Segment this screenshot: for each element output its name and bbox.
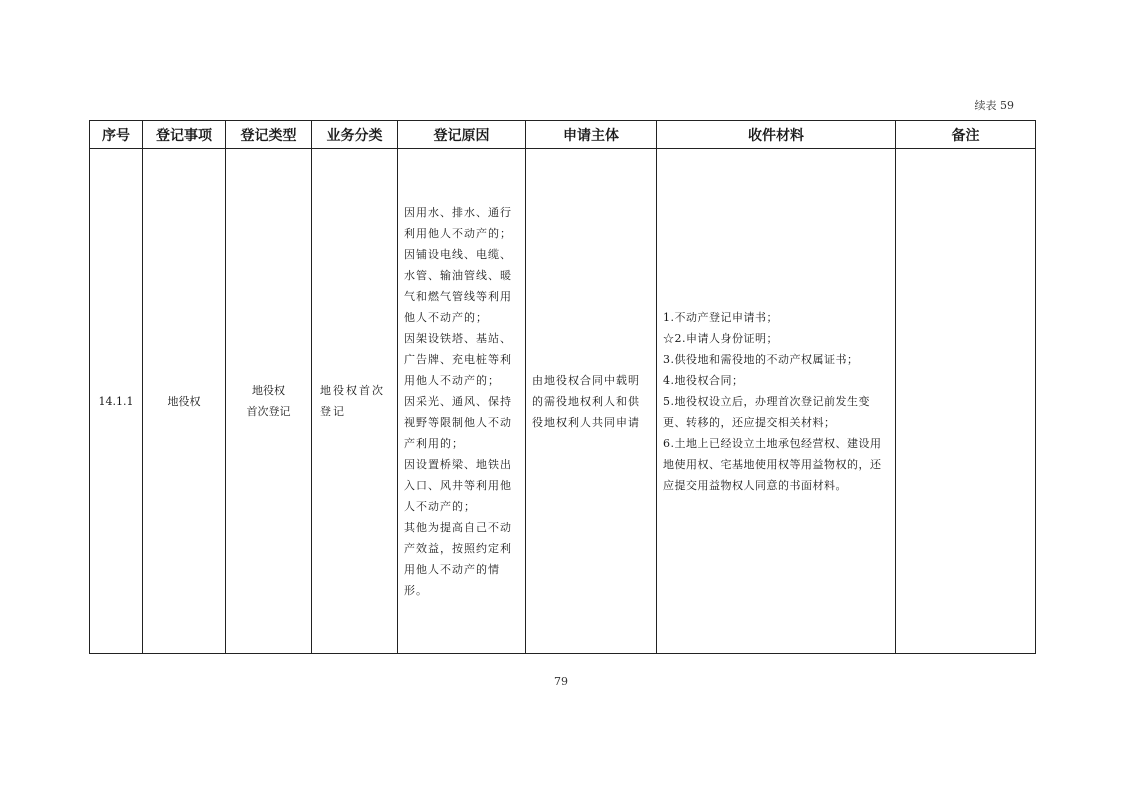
header-seq: 序号: [90, 121, 143, 149]
cell-seq: 14.1.1: [90, 149, 143, 654]
type-line-2: 首次登记: [246, 405, 291, 418]
header-item: 登记事项: [143, 121, 226, 149]
reason-item: 因采光、通风、保持视野等限制他人不动产利用的；: [404, 394, 512, 450]
cell-reason: [398, 149, 526, 654]
page-number: 79: [554, 675, 568, 688]
reason-item: 因设置桥梁、地铁出入口、风井等利用他人不动产的；: [404, 457, 512, 513]
header-type: 登记类型: [226, 121, 312, 149]
material-item: 5.地役权设立后，办理首次登记前发生变更、转移的，还应提交相关材料；: [663, 394, 870, 429]
cell-type: [226, 149, 312, 654]
table-header-row: [90, 121, 1036, 149]
type-line-1: 地役权: [252, 384, 285, 397]
header-remark: 备注: [896, 121, 1036, 149]
registration-table: [89, 120, 1036, 654]
header-applicant: 申请主体: [526, 121, 657, 149]
material-item: 1.不动产登记申请书；: [663, 310, 778, 324]
reason-item: 因架设铁塔、基站、广告牌、充电桩等利用他人不动产的；: [404, 331, 512, 387]
header-business-class: 业务分类: [312, 121, 398, 149]
table-row: [90, 149, 1036, 654]
header-materials: 收件材料: [657, 121, 896, 149]
reason-item: 因用水、排水、通行利用他人不动产的；: [404, 205, 512, 240]
cell-business-class: 地役权首次登记: [312, 149, 398, 654]
cell-applicant: 由地役权合同中载明的需役地权利人和供役地权利人共同申请: [526, 149, 657, 654]
reason-item: 其他为提高自己不动产效益，按照约定利用他人不动产的情形。: [404, 520, 512, 597]
reason-item: 因铺设电线、电缆、水管、输油管线、暖气和燃气管线等利用他人不动产的；: [404, 247, 512, 324]
material-item: 4.地役权合同；: [663, 373, 744, 387]
cell-remark: [896, 149, 1036, 654]
cell-materials: [657, 149, 896, 654]
cell-item: 地役权: [143, 149, 226, 654]
material-item: 3.供役地和需役地的不动产权属证书；: [663, 352, 859, 366]
header-reason: 登记原因: [398, 121, 526, 149]
material-item: ☆2.申请人身份证明；: [663, 331, 778, 345]
material-item: 6.土地上已经设立土地承包经营权、建设用地使用权、宅基地使用权等用益物权的，还应提交用益物权人同意的书面材料。: [663, 436, 882, 492]
continued-table-label: 续表 59: [974, 99, 1014, 112]
